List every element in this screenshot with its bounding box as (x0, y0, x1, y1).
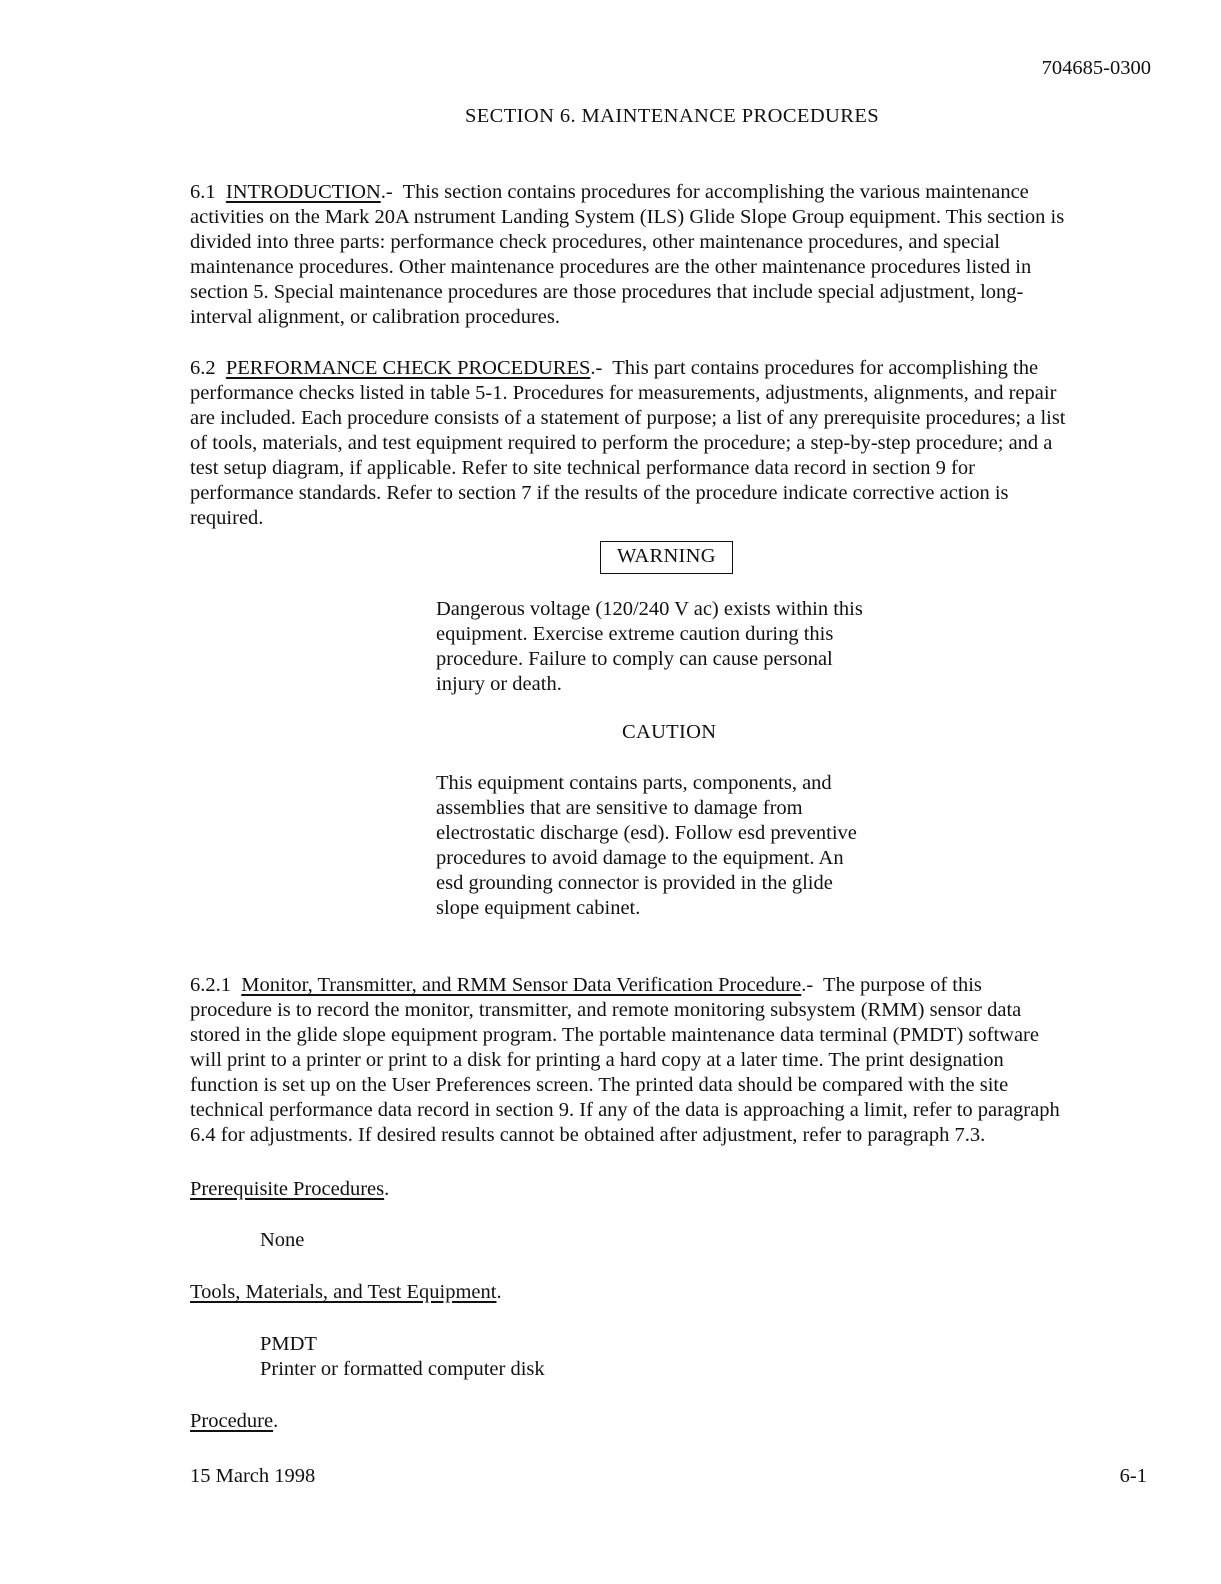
heading-dot: . (273, 1410, 279, 1432)
text-line: assemblies that are sensitive to damage from (436, 797, 803, 819)
paragraph-heading: INTRODUCTION (225, 181, 381, 203)
tools-heading (190, 1280, 502, 1305)
text-line: divided into three parts: performance check procedures, other maintenance procedures, and special (190, 231, 1000, 253)
section-title: SECTION 6. MAINTENANCE PROCEDURES (464, 105, 880, 127)
text-line: function is set up on the User Preferences screen. The printed data should be compared with the site (190, 1074, 1009, 1096)
heading-dot: . (496, 1281, 502, 1303)
text-line: stored in the glide slope equipment program. The portable maintenance data terminal (PMDT) software (190, 1024, 1039, 1046)
text-line: procedure. Failure to comply can cause personal (436, 648, 833, 670)
list-item: PMDT (260, 1333, 317, 1355)
text-line: procedures to avoid damage to the equipment. An (436, 847, 844, 869)
prerequisite-heading (190, 1177, 389, 1202)
text-line: maintenance procedures. Other maintenance procedures are the other maintenance procedures listed in (190, 256, 1032, 278)
paragraph-heading: PERFORMANCE CHECK PROCEDURES (225, 357, 591, 379)
paragraph-6-2 (190, 356, 1155, 531)
text-line: procedure is to record the monitor, transmitter, and remote monitoring subsystem (RMM) sensor data (190, 999, 1022, 1021)
text-line: of tools, materials, and test equipment required to perform the procedure; a step-by-step procedure; and a (190, 432, 1053, 454)
heading-text: Procedure (190, 1410, 274, 1432)
text-line: are included. Each procedure consists of a statement of purpose; a list of any prerequisite procedures; a list (190, 407, 1066, 429)
text-line: test setup diagram, if applicable. Refer to site technical performance data record in section 9 for (190, 457, 975, 479)
text-line: section 5. Special maintenance procedures are those procedures that include special adjustment, long- (190, 281, 1024, 303)
heading-separator: .- (590, 357, 603, 379)
text-line: interval alignment, or calibration procedures. (190, 306, 561, 328)
text-line: slope equipment cabinet. (436, 897, 641, 919)
text-line: technical performance data record in section 9. If any of the data is approaching a limit, refer to paragraph (190, 1099, 1060, 1121)
text-line: injury or death. (436, 673, 562, 695)
text-line: required. (190, 507, 264, 529)
heading-separator: .- (801, 974, 814, 996)
paragraph-number: 6.2.1 (190, 974, 231, 996)
text-line: This section contains procedures for accomplishing the various maintenance (402, 181, 1029, 203)
paragraph-6-2-1 (190, 973, 1155, 1148)
line (190, 973, 1155, 998)
caution-label: CAUTION (622, 721, 717, 743)
text-line: performance standards. Refer to section 7 if the results of the procedure indicate corrective action is (190, 482, 1009, 504)
text-line: Dangerous voltage (120/240 V ac) exists within this (436, 598, 863, 620)
line (190, 356, 1155, 381)
procedure-heading (190, 1409, 278, 1434)
text-line: electrostatic discharge (esd). Follow esd preventive (436, 822, 857, 844)
text-line: performance checks listed in table 5-1. Procedures for measurements, adjustments, alignments, and repair (190, 382, 1057, 404)
paragraph-number: 6.1 (190, 181, 216, 203)
page-number: 6-1 (1119, 1465, 1147, 1487)
line (190, 180, 1155, 205)
heading-text: Tools, Materials, and Test Equipment (190, 1281, 497, 1303)
list-item: Printer or formatted computer disk (260, 1358, 545, 1380)
heading-dot: . (384, 1178, 390, 1200)
paragraph-6-1 (190, 180, 1155, 330)
text-line: equipment. Exercise extreme caution during this (436, 623, 834, 645)
text-line: esd grounding connector is provided in the glide (436, 872, 833, 894)
footer-date: 15 March 1998 (190, 1465, 316, 1487)
heading-separator: .- (380, 181, 393, 203)
paragraph-number: 6.2 (190, 357, 216, 379)
text-line: will print to a printer or print to a disk for printing a hard copy at a later time. The print designation (190, 1049, 1004, 1071)
prerequisite-item: None (260, 1229, 305, 1251)
tools-list (260, 1332, 545, 1382)
paragraph-heading: Monitor, Transmitter, and RMM Sensor Data Verification Procedure (241, 974, 802, 996)
document-number: 704685-0300 (1041, 57, 1151, 79)
text-line: 6.4 for adjustments. If desired results cannot be obtained after adjustment, refer to paragraph 7.3. (190, 1124, 986, 1146)
warning-text (436, 597, 956, 697)
warning-label: WARNING (600, 541, 733, 574)
text-line: The purpose of this (823, 974, 982, 996)
text-line: This part contains procedures for accomplishing the (612, 357, 1039, 379)
heading-text: Prerequisite Procedures (190, 1178, 385, 1200)
text-line: This equipment contains parts, components, and (436, 772, 832, 794)
caution-text (436, 771, 956, 921)
text-line: activities on the Mark 20A nstrument Landing System (ILS) Glide Slope Group equipment. This section is (190, 206, 1065, 228)
